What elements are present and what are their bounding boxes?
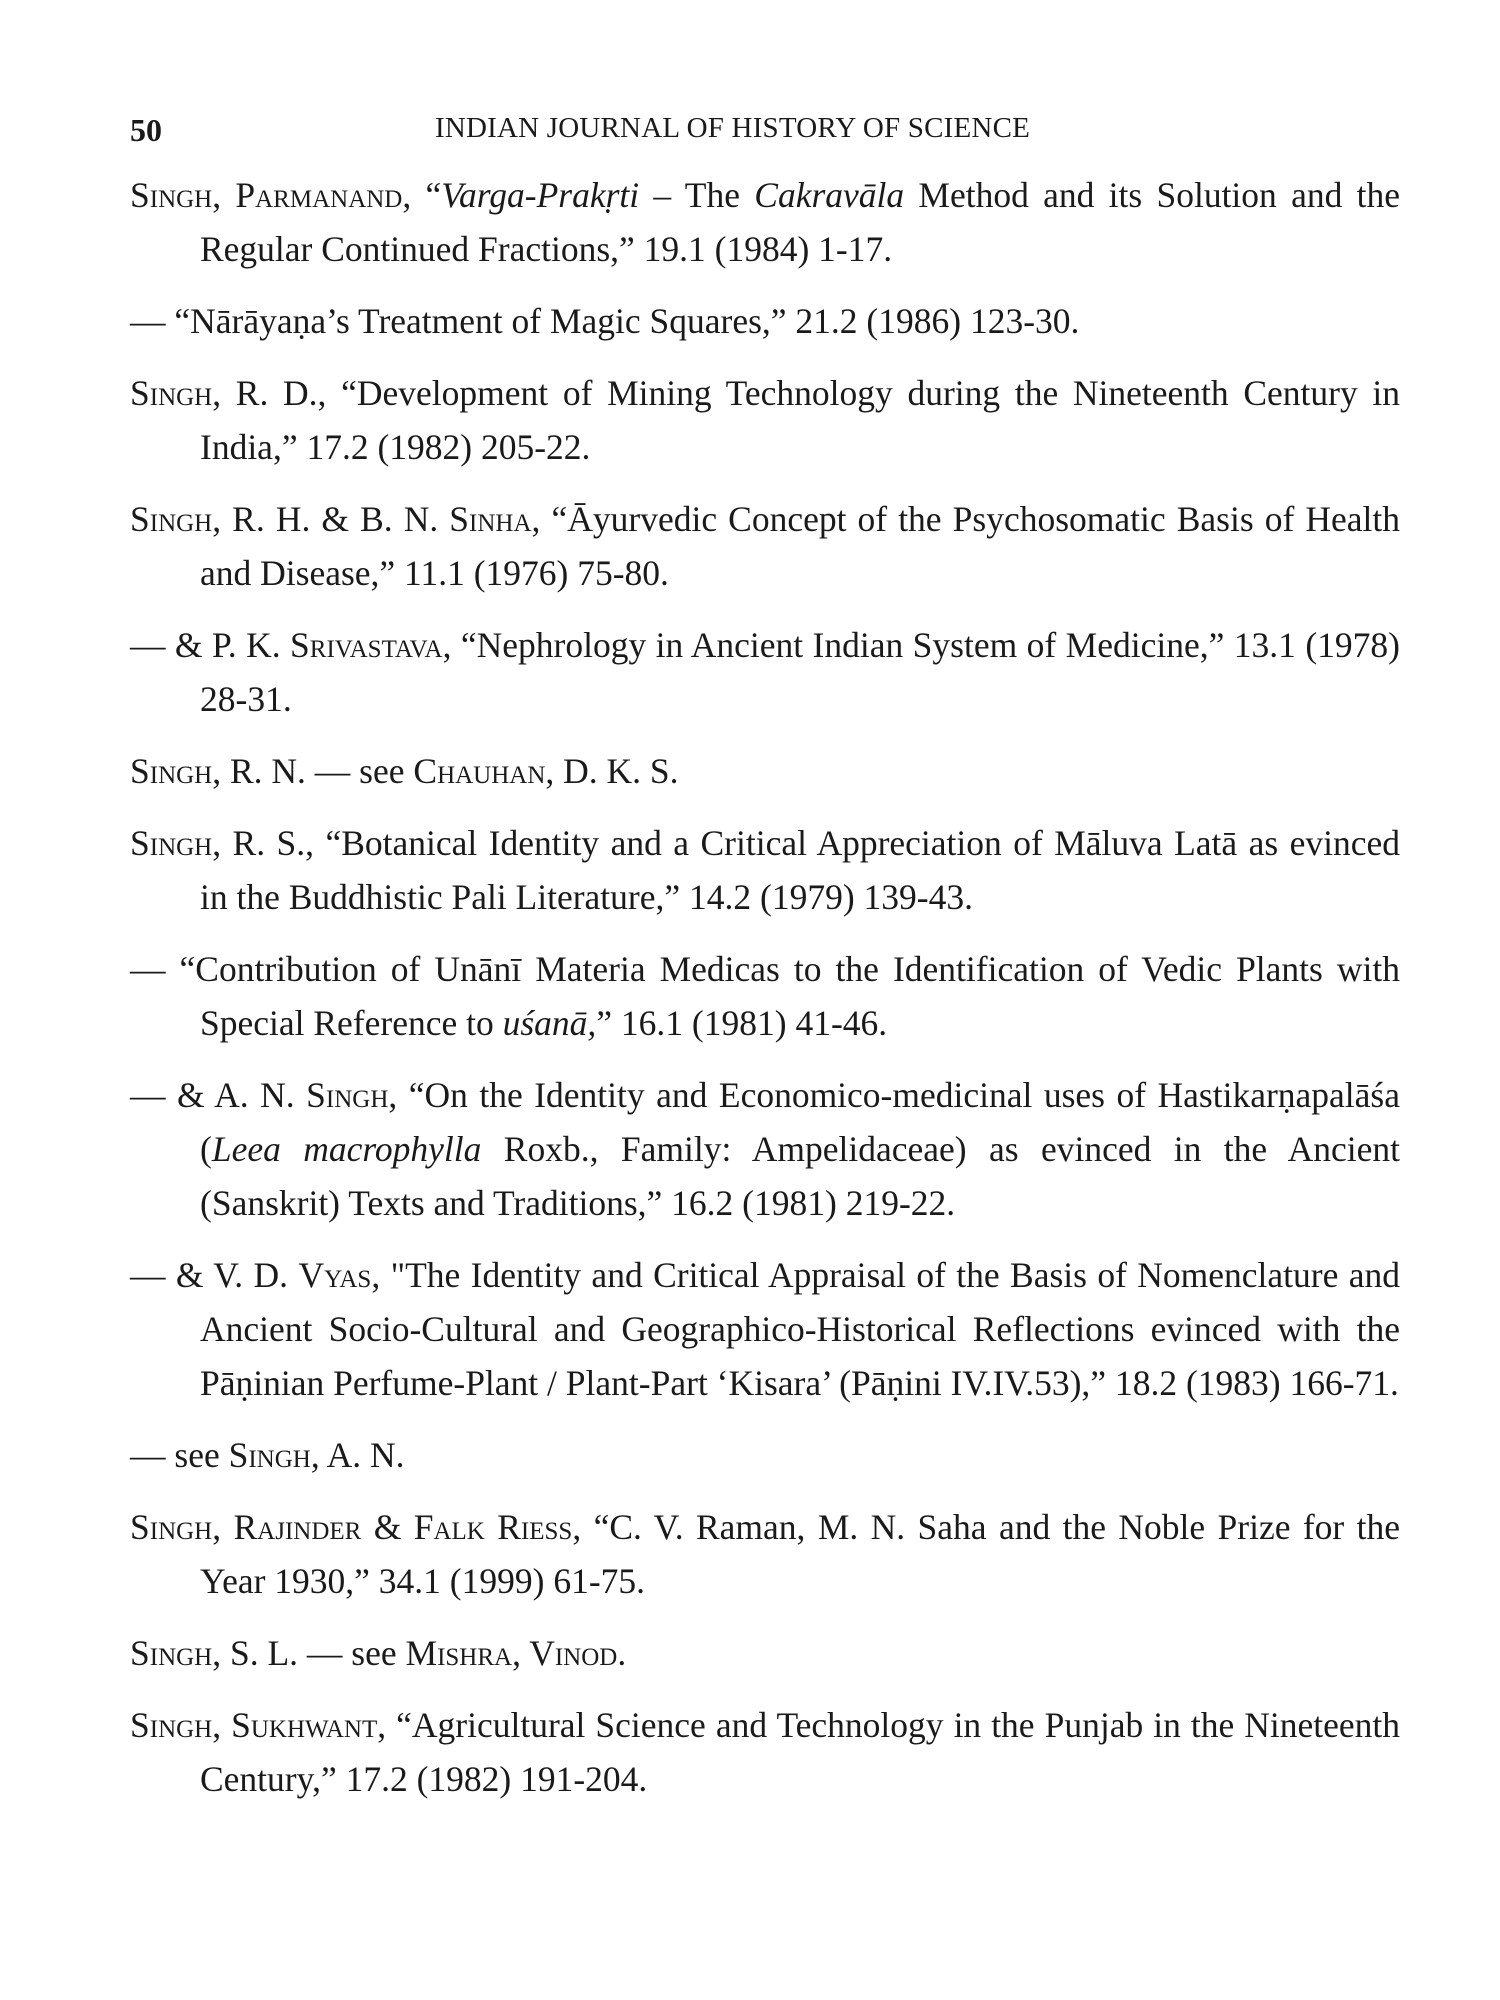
bibliography-entry: — see Singh, A. N. — [130, 1435, 405, 1475]
entry-text: “Contribution of Unānī Materia Medicas to the Identification of Vedic Plants with Special Reference to — [179, 949, 1401, 1043]
entry-author: Singh, R. D., — [130, 373, 327, 413]
bibliography-entry — [130, 816, 1400, 924]
page-header — [130, 112, 1400, 158]
page-number: 50 — [130, 112, 162, 148]
bibliography-entry: — “Nārāyaṇa’s Treatment of Magic Squares,” 21.2 (1986) 123-30. — [130, 301, 1080, 341]
bibliography-entry: Singh, S. L. — see Mishra, Vinod. — [130, 1633, 627, 1673]
bibliography-list — [130, 168, 1400, 1824]
bibliography-entry — [130, 492, 1400, 600]
entry-text: “Nephrology in Ancient Indian System of Medicine,” 13.1 (1978) 28-31. — [200, 625, 1400, 719]
entry-text: Method and its Solution and the Regular Continued Fractions,” 19.1 (1984) 1-17. — [200, 175, 1400, 269]
entry-author: Singh, Rajinder & Falk Riess, — [130, 1507, 582, 1547]
entry-italic: Cakravāla — [754, 175, 905, 215]
bibliography-entry: — & P. K. Srivastava, “Nephrology in Ancient Indian System of Medicine,” 13.1 (1978) 28-31. — [130, 625, 1400, 719]
bibliography-entry — [130, 1500, 1400, 1608]
entry-author: Singh, R. S., — [130, 823, 315, 863]
entry-text: “Āyurvedic Concept of the Psychosomatic Basis of Health and Disease,” 11.1 (1976) 75-80. — [200, 499, 1400, 593]
entry-italic: Varga-Prakṛti — [441, 175, 640, 215]
entry-text: “Agricultural Science and Technology in the Punjab in the Nineteenth Century,” 17.2 (1982) 191-204. — [200, 1705, 1400, 1799]
bibliography-entry — [130, 366, 1400, 474]
entry-author: Singh, R. N. — [130, 751, 306, 791]
entry-cross-ref: Chauhan, D. K. S. — [413, 751, 679, 791]
bibliography-entry: Singh, R. N. — see Chauhan, D. K. S. — [130, 751, 679, 791]
entry-text: "The Identity and Critical Appraisal of the Basis of Nomenclature and Ancient Socio-Cultural and Geographico-Historical Reflections evinced with the Pāṇinian Perfume-Plant / Plant-Part ‘Kisara’ (Pāṇini IV.IV.53),” 18.2 (1983) 166-71. — [200, 1255, 1400, 1403]
entry-text: “On the Identity and Economico-medicinal uses of Hastikarṇapalāśa ( — [200, 1075, 1400, 1169]
entry-italic: uśanā, — [502, 1003, 597, 1043]
bibliography-entry — [130, 1698, 1400, 1806]
bibliography-entry: — & V. D. Vyas, "The Identity and Critical Appraisal of the Basis of Nomenclature and Ancient Socio-Cultural and Geographico-Historical Reflections evinced with the Pāṇinian Perfume-Plant / Plant-Part ‘Kisara’ (Pāṇini IV.IV.53),” 18.2 (1983) 166-71. — [130, 1255, 1400, 1403]
entry-author: Singh, — [306, 1075, 398, 1115]
bibliography-entry: Singh, Parmanand, “Varga-Prakṛti – The Cakravāla Method and its Solution and the Regular Continued Fractions,” 19.1 (1984) 1-17. — [130, 175, 1400, 269]
entry-text: “Botanical Identity and a Critical Appreciation of Māluva Latā as evinced in the Buddhistic Pali Literature,” 14.2 (1979) 139-43. — [200, 823, 1401, 917]
entry-text: “Nārāyaṇa’s Treatment of Magic Squares,” 21.2 (1986) 123-30. — [174, 301, 1080, 341]
entry-author: Singh, Sukhwant, — [130, 1705, 387, 1745]
entry-italic: Leea macrophylla — [211, 1129, 482, 1169]
entry-text: “C. V. Raman, M. N. Saha and the Noble Prize for the Year 1930,” 34.1 (1999) 61-75. — [200, 1507, 1400, 1601]
entry-author: Singh, S. L. — [130, 1633, 299, 1673]
bibliography-entry: — “Contribution of Unānī Materia Medicas to the Identification of Vedic Plants with Special Reference to uśanā,” 16.1 (1981) 41-46. — [130, 949, 1401, 1043]
entry-author: Singh, Parmanand, — [130, 175, 412, 215]
entry-author: Vyas, — [298, 1255, 381, 1295]
entry-author: Srivastava, — [290, 625, 452, 665]
entry-author: Singh, R. H. & B. N. Sinha, — [130, 499, 541, 539]
entry-text: “Development of Mining Technology during the Nineteenth Century in India,” 17.2 (1982) 205-22. — [200, 373, 1401, 467]
bibliography-entry: — & A. N. Singh, “On the Identity and Economico-medicinal uses of Hastikarṇapalāśa (Leea macrophylla Roxb., Family: Ampelidaceae) as evinced in the Ancient (Sanskrit) Texts and Traditions,” 16.2 (1981) 219-22. — [130, 1075, 1400, 1223]
entry-cross-ref: Mishra, Vinod. — [405, 1633, 627, 1673]
running-head: INDIAN JOURNAL OF HISTORY OF SCIENCE — [435, 112, 1031, 144]
entry-cross-ref: Singh, A. N. — [228, 1435, 405, 1475]
